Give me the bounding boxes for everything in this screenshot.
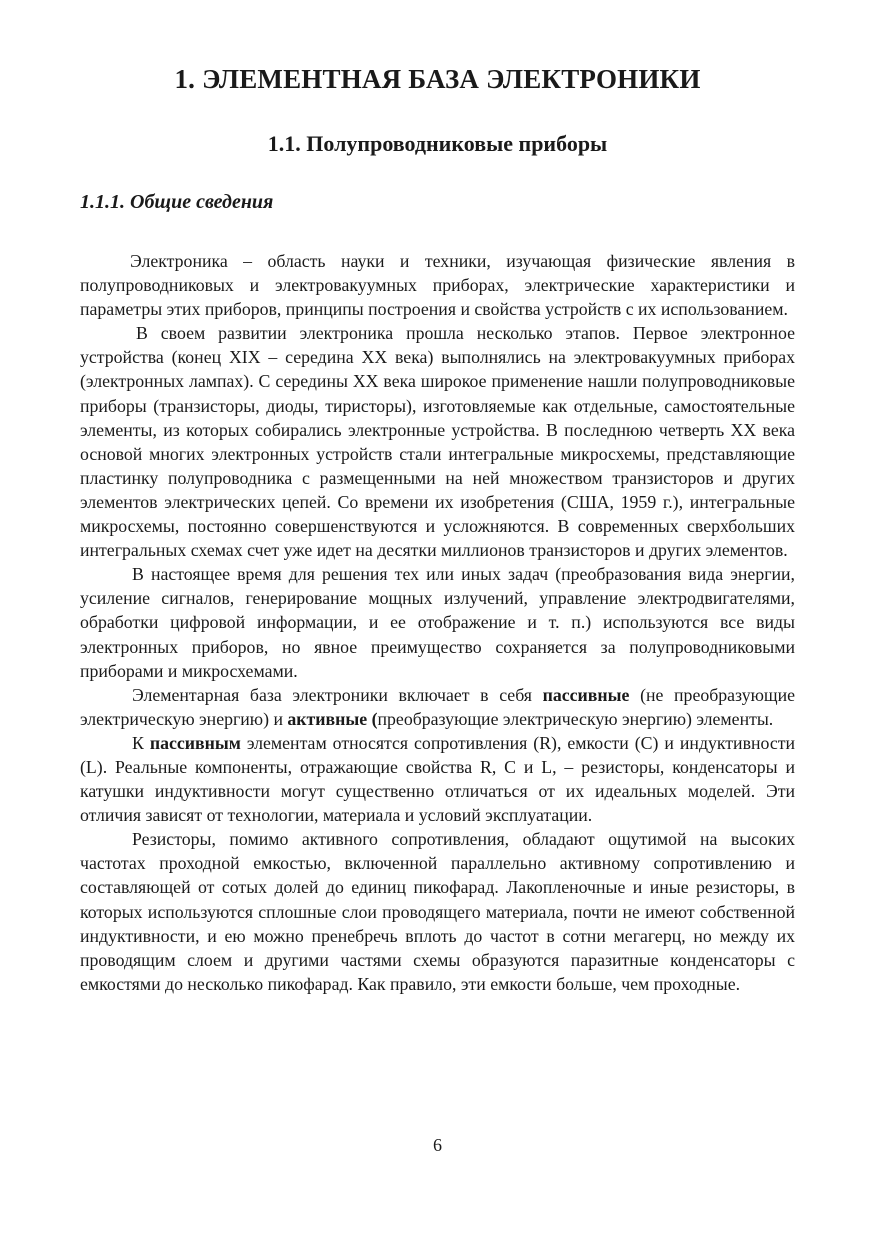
- subsection-title: 1.1.1. Общие сведения: [80, 191, 274, 213]
- page-number: 6: [433, 1135, 442, 1155]
- paragraph: В своем развитии электроника прошла несколько этапов. Первое электронное устройства (конец XIX – середина XX века) выполнялись на электровакуумных приборах (электронных лампах). С середины XX века широкое применение нашли полупроводниковые приборы (транзисторы, диоды, тиристоры), изготовляемые как отдельные, самостоятельные элементы, из которых собирались электронные устройства. В последнюю четверть XX века основой многих электронных устройств стали интегральные микросхемы, представляющие пластинку полупроводника с размещенными на ней множеством транзисторов и других элементов электрических цепей. Со времени их изобретения (США, 1959 г.), интегральные микросхемы, постоянно совершенствуются и усложняются. В современных сверхбольших интегральных схемах счет уже идет на десятки миллионов транзисторов и других элементов.: [80, 323, 795, 561]
- paragraph: Электроника – область науки и техники, изучающая физические явления в полупроводниковых и электровакуумных приборах, электрические характеристики и параметры этих приборов, принципы построения и свойства устройств с их использованием.: [80, 251, 795, 320]
- paragraph-text: преобразующие электрическую энергию) элементы.: [377, 708, 774, 729]
- bold-term-passive: пассивные: [542, 684, 630, 705]
- paragraph: В настоящее время для решения тех или иных задач (преобразования вида энергии, усиление сигналов, генерирование мощных излучений, управление электродвигателями, обработки цифровой информации, и ее отображение и т. п.) используются все виды электронных приборов, но явное преимущество сохраняется за полупроводниковыми приборами и микросхемами.: [80, 564, 795, 681]
- paragraph: [80, 683, 795, 731]
- paragraph: [80, 731, 795, 827]
- paragraph-text: элементам относятся сопротивления (R), емкости (C) и индуктивности (L). Реальные компоненты, отражающие свойства R, C и L, – резисторы, конденсаторы и катушки индуктивности могут существенно отличаться от их идеальных моделей. Эти отличия зависят от технологии, материала и условий эксплуатации.: [80, 732, 795, 826]
- bold-term-active: активные (: [287, 708, 378, 729]
- section-title: 1.1. Полупроводниковые приборы: [267, 131, 608, 156]
- paragraph: Резисторы, помимо активного сопротивления, обладают ощутимой на высоких частотах проходной емкостью, включенной параллельно активному сопротивлению и составляющей от сотых долей до единиц пикофарад. Лакопленочные и иные резисторы, в которых используются сплошные слои проводящего материала, почти не имеют собственной индуктивности, и ею можно пренебречь вплоть до частот в сотни мегагерц, но между их проводящим слоем и другими частями схемы образуются паразитные конденсаторы с емкостями до несколько пикофарад. Как правило, эти емкости больше, чем проходные.: [80, 829, 795, 994]
- chapter-title: 1. ЭЛЕМЕНТНАЯ БАЗА ЭЛЕКТРОНИКИ: [174, 64, 701, 94]
- paragraph-text: К: [132, 732, 150, 753]
- paragraph-text: (не преобразующие электрическую энергию) и: [80, 684, 795, 729]
- bold-term-passive: пассивным: [149, 732, 241, 753]
- paragraph-text: Элементарная база электроники включает в себя: [132, 684, 543, 705]
- body-text: [80, 249, 795, 996]
